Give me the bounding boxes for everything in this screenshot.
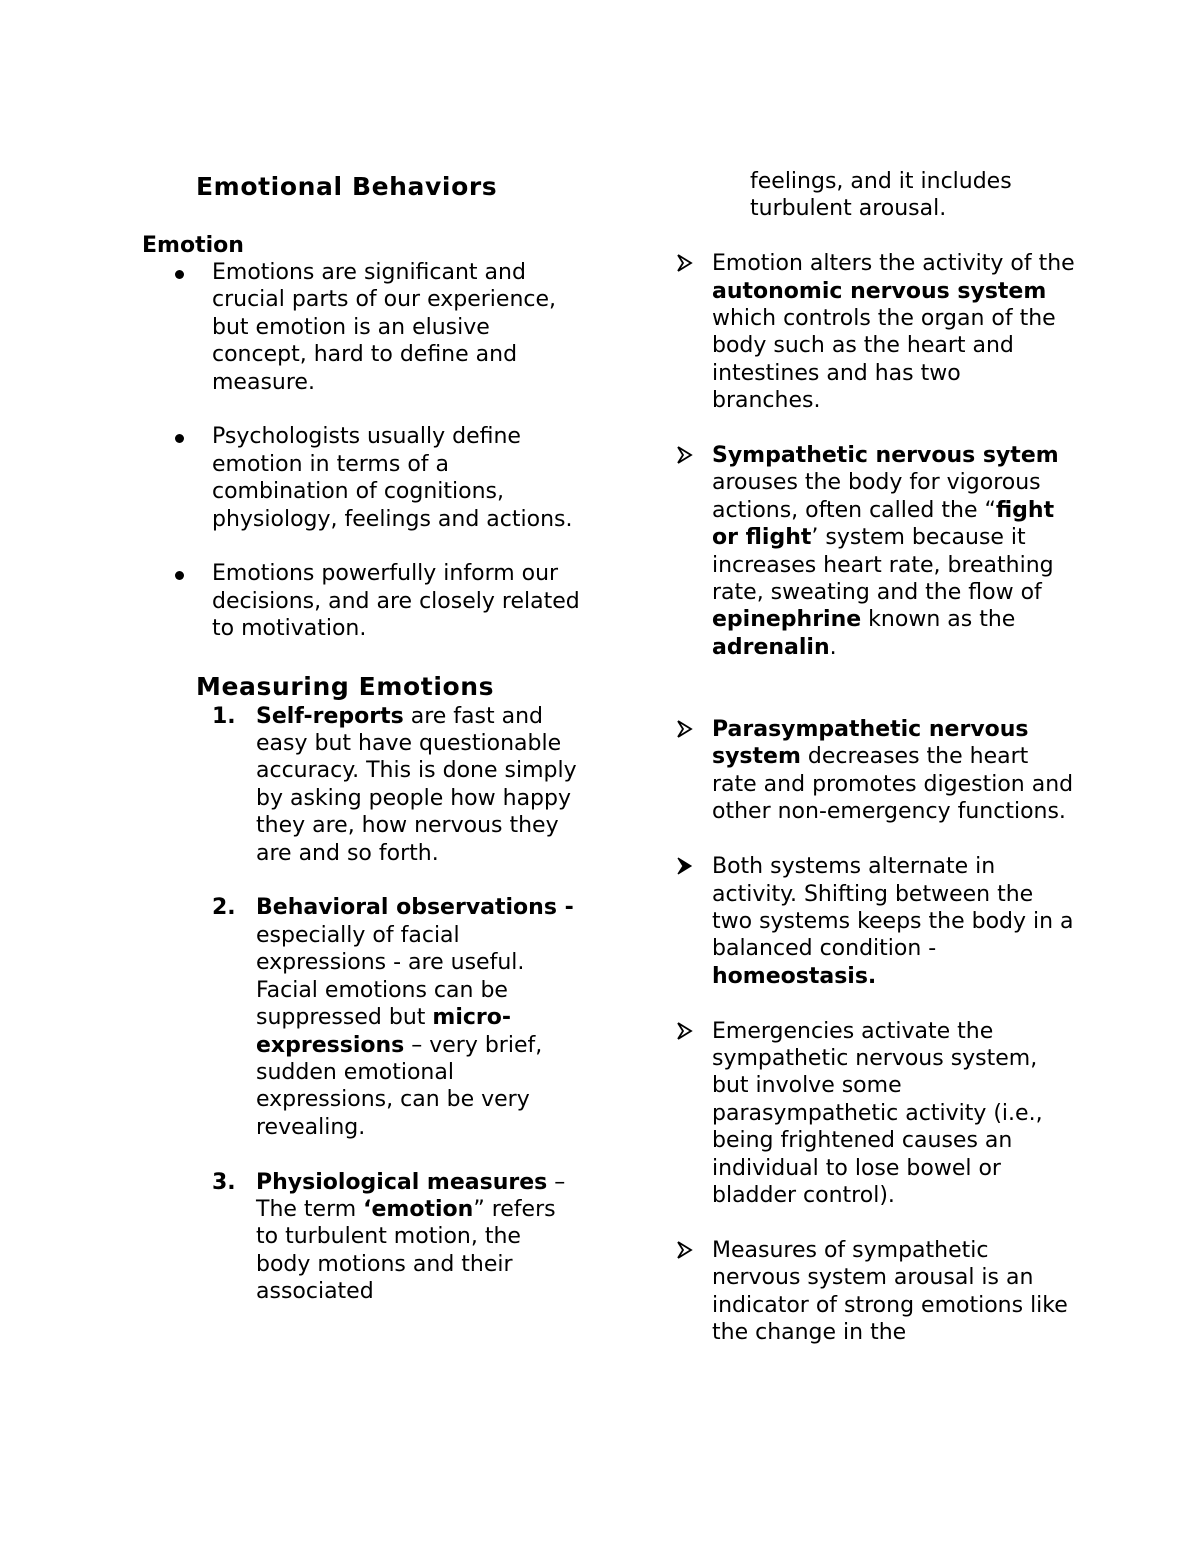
arrow-bullet-icon: [676, 855, 694, 877]
term-adrenalin: adrenalin: [712, 634, 830, 660]
arrow-bullet-icon: [676, 444, 694, 466]
item-text: ” refers to turbulent motion, the body motions and their associated: [256, 1196, 556, 1305]
list-item: [142, 1169, 582, 1306]
item-text: – very brief, sudden emotional expressions, can be very revealing.: [256, 1032, 543, 1140]
arrow-bullet-icon: [676, 1239, 694, 1261]
measuring-list: [142, 703, 582, 1306]
bullet-text: Emotions are significant and crucial parts of our experience, but emotion is an elusive concept, hard to define and measure.: [212, 260, 557, 395]
list-item: [142, 259, 582, 396]
item-text: – The term: [256, 1169, 566, 1222]
list-item: [142, 703, 582, 867]
document-title: Emotional Behaviors: [196, 172, 498, 201]
term-homeostasis: homeostasis.: [712, 963, 877, 989]
item-text: ’ system because it increases heart rate, breathing rate, sweating and the flow of: [712, 525, 1054, 606]
list-item: [676, 716, 1076, 826]
list-item: [676, 442, 1076, 661]
term-physiological-measures: Physiological measures: [256, 1169, 548, 1195]
list-number: 2.: [212, 895, 236, 921]
continuation-text: feelings, and it includes turbulent arousal.: [750, 169, 1012, 222]
term-emotion: ‘emotion: [363, 1196, 474, 1222]
term-self-reports: Self-reports: [256, 703, 404, 729]
term-fight-or-flight: fight or flight: [712, 497, 1055, 551]
item-text: are fast and easy but have questionable accuracy. This is done simply by asking people how happy they are, how nervous they are and so forth.: [256, 703, 577, 866]
list-item: [142, 560, 582, 642]
bullet-icon: [175, 270, 184, 279]
bullet-text: Psychologists usually define emotion in terms of a combination of cognitions, physiology, feelings and actions.: [212, 424, 573, 532]
item-text: which controls the organ of the body such as the heart and intestines and has two branches.: [712, 306, 1056, 414]
list-item: [142, 894, 582, 1141]
arrow-bullet-list: [676, 250, 1076, 1346]
arrow-bullet-icon: [676, 252, 694, 274]
arrow-bullet-icon: [676, 1020, 694, 1042]
bullet-text: Emotions powerfully inform our decisions, and are closely related to motivation.: [212, 561, 580, 642]
left-column: [142, 168, 582, 1333]
list-number: 3.: [212, 1169, 236, 1195]
list-number: 1.: [212, 703, 236, 729]
item-text: decreases the heart rate and promotes digestion and other non-emergency functions.: [712, 744, 1074, 825]
item-text: arouses the body for vigorous actions, often called the “: [712, 470, 1041, 523]
term-behavioral-observations: Behavioral observations -: [256, 895, 574, 921]
term-sympathetic-nervous-sytem: Sympathetic nervous sytem: [712, 443, 1059, 469]
list-item: [676, 1018, 1076, 1210]
item-text: especially of facial expressions - are useful. Facial emotions can be suppressed but: [256, 922, 525, 1031]
item-text: known as the: [861, 607, 1016, 633]
term-micro-expressions: micro-expressions: [256, 1005, 511, 1058]
emotion-bullet-list: [142, 259, 582, 643]
item-text: Both systems alternate in activity. Shifting between the two systems keeps the body in a balanced condition -: [712, 854, 1074, 962]
list-item: [676, 853, 1076, 990]
list-item: [676, 1237, 1076, 1347]
arrow-bullet-icon: [676, 718, 694, 740]
item-text: Emotion alters the activity of the: [712, 251, 1075, 277]
measuring-emotions-heading: Measuring Emotions: [196, 671, 495, 701]
item-text: .: [829, 634, 837, 660]
emotion-heading: Emotion: [142, 233, 244, 258]
term-autonomic-nervous-system: autonomic nervous system: [712, 278, 1047, 304]
term-epinephrine: epinephrine: [712, 607, 862, 633]
bullet-icon: [175, 434, 184, 443]
item-text: Measures of sympathetic nervous system arousal is an indicator of strong emotions like the change in the: [712, 1237, 1068, 1345]
bullet-icon: [175, 571, 184, 580]
right-column: [676, 168, 1076, 1374]
item-text: Emergencies activate the sympathetic nervous system, but involve some parasympathetic activity (i.e., being frightened causes an individual to lose bowel or bladder control).: [712, 1018, 1043, 1208]
list-item: [142, 423, 582, 533]
term-parasympathetic-nervous-system: Parasympathetic nervous system: [712, 717, 1029, 770]
list-item: [676, 250, 1076, 414]
